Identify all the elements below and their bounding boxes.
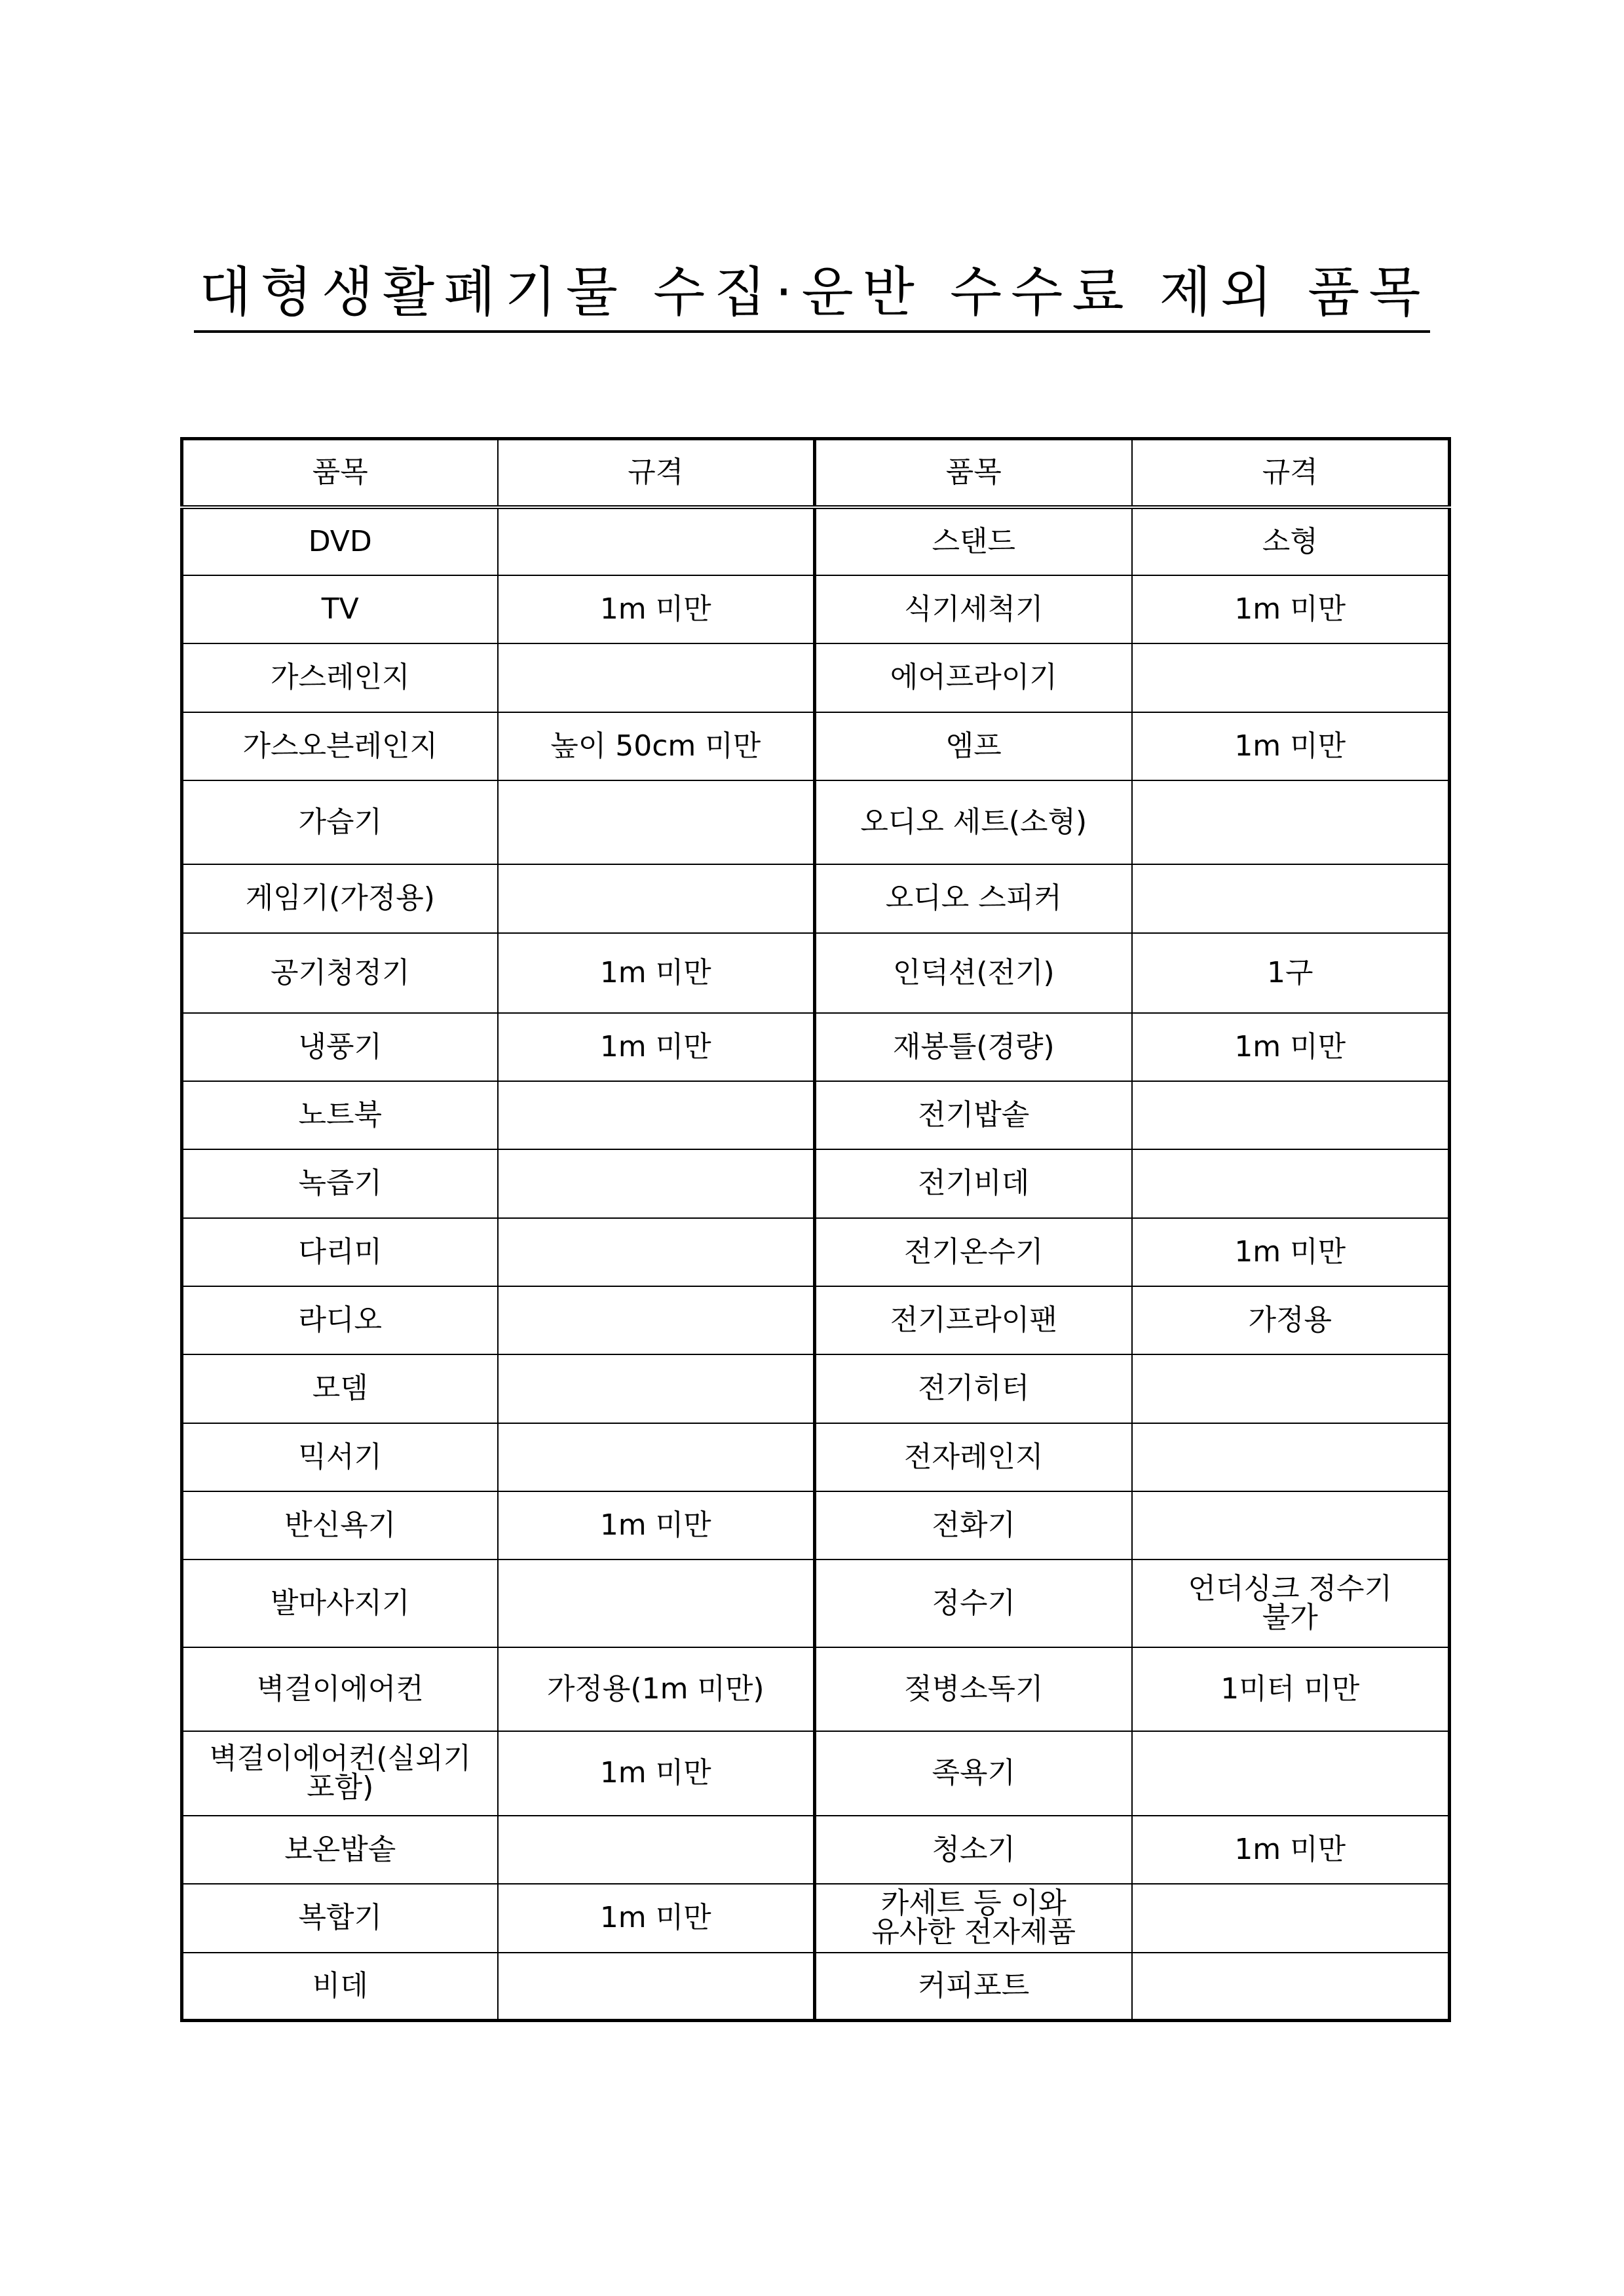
cell-spec-left [498, 1816, 815, 1884]
cell-spec-right [1132, 1884, 1450, 1953]
cell-spec-right: 가정용 [1132, 1286, 1450, 1354]
cell-spec-left [498, 1286, 815, 1354]
table-row [182, 1816, 1450, 1884]
cell-item-left: 모뎀 [182, 1354, 498, 1423]
cell-item-left: 복합기 [182, 1884, 498, 1953]
table-header [182, 439, 1450, 507]
cell-item-right: 오디오 스피커 [815, 864, 1132, 933]
cell-spec-left [498, 1354, 815, 1423]
cell-item-left: 가스레인지 [182, 643, 498, 712]
cell-spec-right: 1미터 미만 [1132, 1647, 1450, 1731]
header-spec-left: 규격 [498, 439, 815, 507]
table-row [182, 712, 1450, 780]
cell-item-left: 가습기 [182, 780, 498, 864]
cell-item-right: 엠프 [815, 712, 1132, 780]
cell-item-left: DVD [182, 507, 498, 575]
cell-item-left: 보온밥솥 [182, 1816, 498, 1884]
cell-item-right: 전화기 [815, 1491, 1132, 1559]
title-wrap [0, 257, 1624, 333]
cell-spec-right [1132, 1423, 1450, 1491]
cell-spec-left [498, 507, 815, 575]
document-title: 대형생활폐기물 수집·운반 수수료 제외 품목 [194, 257, 1429, 333]
cell-spec-left [498, 1953, 815, 2021]
cell-item-right: 정수기 [815, 1559, 1132, 1647]
cell-item-left: 노트북 [182, 1081, 498, 1149]
cell-spec-left [498, 1423, 815, 1491]
cell-spec-left [498, 1149, 815, 1218]
table-row [182, 643, 1450, 712]
cell-spec-left: 1m 미만 [498, 1884, 815, 1953]
table-row [182, 1559, 1450, 1647]
cell-spec-left [498, 864, 815, 933]
cell-spec-right: 1m 미만 [1132, 1816, 1450, 1884]
cell-spec-right: 1구 [1132, 933, 1450, 1013]
table-body [182, 507, 1450, 2021]
header-item-left: 품목 [182, 439, 498, 507]
cell-item-left: 벽걸이에어컨 [182, 1647, 498, 1731]
cell-item-right: 재봉틀(경량) [815, 1013, 1132, 1081]
cell-item-left: 믹서기 [182, 1423, 498, 1491]
cell-item-left: TV [182, 575, 498, 643]
cell-spec-right [1132, 1081, 1450, 1149]
table-row [182, 780, 1450, 864]
cell-item-left: 비데 [182, 1953, 498, 2021]
cell-spec-left: 1m 미만 [498, 933, 815, 1013]
cell-spec-left: 1m 미만 [498, 1731, 815, 1816]
cell-spec-right [1132, 864, 1450, 933]
cell-item-right: 전자레인지 [815, 1423, 1132, 1491]
table-row [182, 1218, 1450, 1286]
cell-spec-right [1132, 643, 1450, 712]
cell-spec-left: 1m 미만 [498, 1013, 815, 1081]
header-row [182, 439, 1450, 507]
cell-spec-right [1132, 1354, 1450, 1423]
cell-spec-right: 1m 미만 [1132, 712, 1450, 780]
cell-spec-left: 1m 미만 [498, 1491, 815, 1559]
cell-spec-right [1132, 1731, 1450, 1816]
cell-item-left: 발마사지기 [182, 1559, 498, 1647]
cell-spec-right: 언더싱크 정수기 불가 [1132, 1559, 1450, 1647]
cell-spec-left [498, 1081, 815, 1149]
table-row [182, 864, 1450, 933]
cell-spec-left [498, 1218, 815, 1286]
cell-item-right: 젖병소독기 [815, 1647, 1132, 1731]
cell-item-right: 커피포트 [815, 1953, 1132, 2021]
cell-item-right: 전기비데 [815, 1149, 1132, 1218]
table-row [182, 933, 1450, 1013]
cell-spec-right: 1m 미만 [1132, 575, 1450, 643]
table-row [182, 1354, 1450, 1423]
table-row [182, 1013, 1450, 1081]
table-row [182, 1953, 1450, 2021]
cell-item-right: 전기프라이팬 [815, 1286, 1132, 1354]
cell-spec-right: 1m 미만 [1132, 1013, 1450, 1081]
cell-spec-right [1132, 1149, 1450, 1218]
table-row [182, 507, 1450, 575]
cell-spec-right: 소형 [1132, 507, 1450, 575]
cell-item-right: 에어프라이기 [815, 643, 1132, 712]
header-spec-right: 규격 [1132, 439, 1450, 507]
exempt-items-table [180, 437, 1451, 2022]
cell-item-right: 전기히터 [815, 1354, 1132, 1423]
cell-item-right: 인덕션(전기) [815, 933, 1132, 1013]
cell-item-left: 게임기(가정용) [182, 864, 498, 933]
table-row [182, 1149, 1450, 1218]
table-row [182, 1081, 1450, 1149]
cell-spec-right [1132, 780, 1450, 864]
cell-item-left: 반신욕기 [182, 1491, 498, 1559]
cell-item-right: 전기온수기 [815, 1218, 1132, 1286]
cell-item-left: 냉풍기 [182, 1013, 498, 1081]
cell-spec-left [498, 1559, 815, 1647]
cell-item-left: 가스오븐레인지 [182, 712, 498, 780]
cell-item-left: 다리미 [182, 1218, 498, 1286]
table-row [182, 1731, 1450, 1816]
cell-item-left: 공기청정기 [182, 933, 498, 1013]
cell-item-right: 족욕기 [815, 1731, 1132, 1816]
cell-spec-right: 1m 미만 [1132, 1218, 1450, 1286]
table-row [182, 1884, 1450, 1953]
header-item-right: 품목 [815, 439, 1132, 507]
cell-item-left: 벽걸이에어컨(실외기 포함) [182, 1731, 498, 1816]
table-row [182, 1647, 1450, 1731]
cell-item-right: 청소기 [815, 1816, 1132, 1884]
table-row [182, 1491, 1450, 1559]
cell-item-right: 스탠드 [815, 507, 1132, 575]
cell-spec-left: 가정용(1m 미만) [498, 1647, 815, 1731]
cell-item-right: 식기세척기 [815, 575, 1132, 643]
table-row [182, 1286, 1450, 1354]
cell-item-left: 라디오 [182, 1286, 498, 1354]
cell-item-left: 녹즙기 [182, 1149, 498, 1218]
cell-spec-left: 높이 50cm 미만 [498, 712, 815, 780]
cell-spec-left: 1m 미만 [498, 575, 815, 643]
cell-item-right: 오디오 세트(소형) [815, 780, 1132, 864]
table-row [182, 1423, 1450, 1491]
cell-spec-left [498, 780, 815, 864]
table-row [182, 575, 1450, 643]
cell-item-right: 전기밥솥 [815, 1081, 1132, 1149]
cell-spec-left [498, 643, 815, 712]
cell-spec-right [1132, 1953, 1450, 2021]
cell-item-right: 카세트 등 이와 유사한 전자제품 [815, 1884, 1132, 1953]
cell-spec-right [1132, 1491, 1450, 1559]
